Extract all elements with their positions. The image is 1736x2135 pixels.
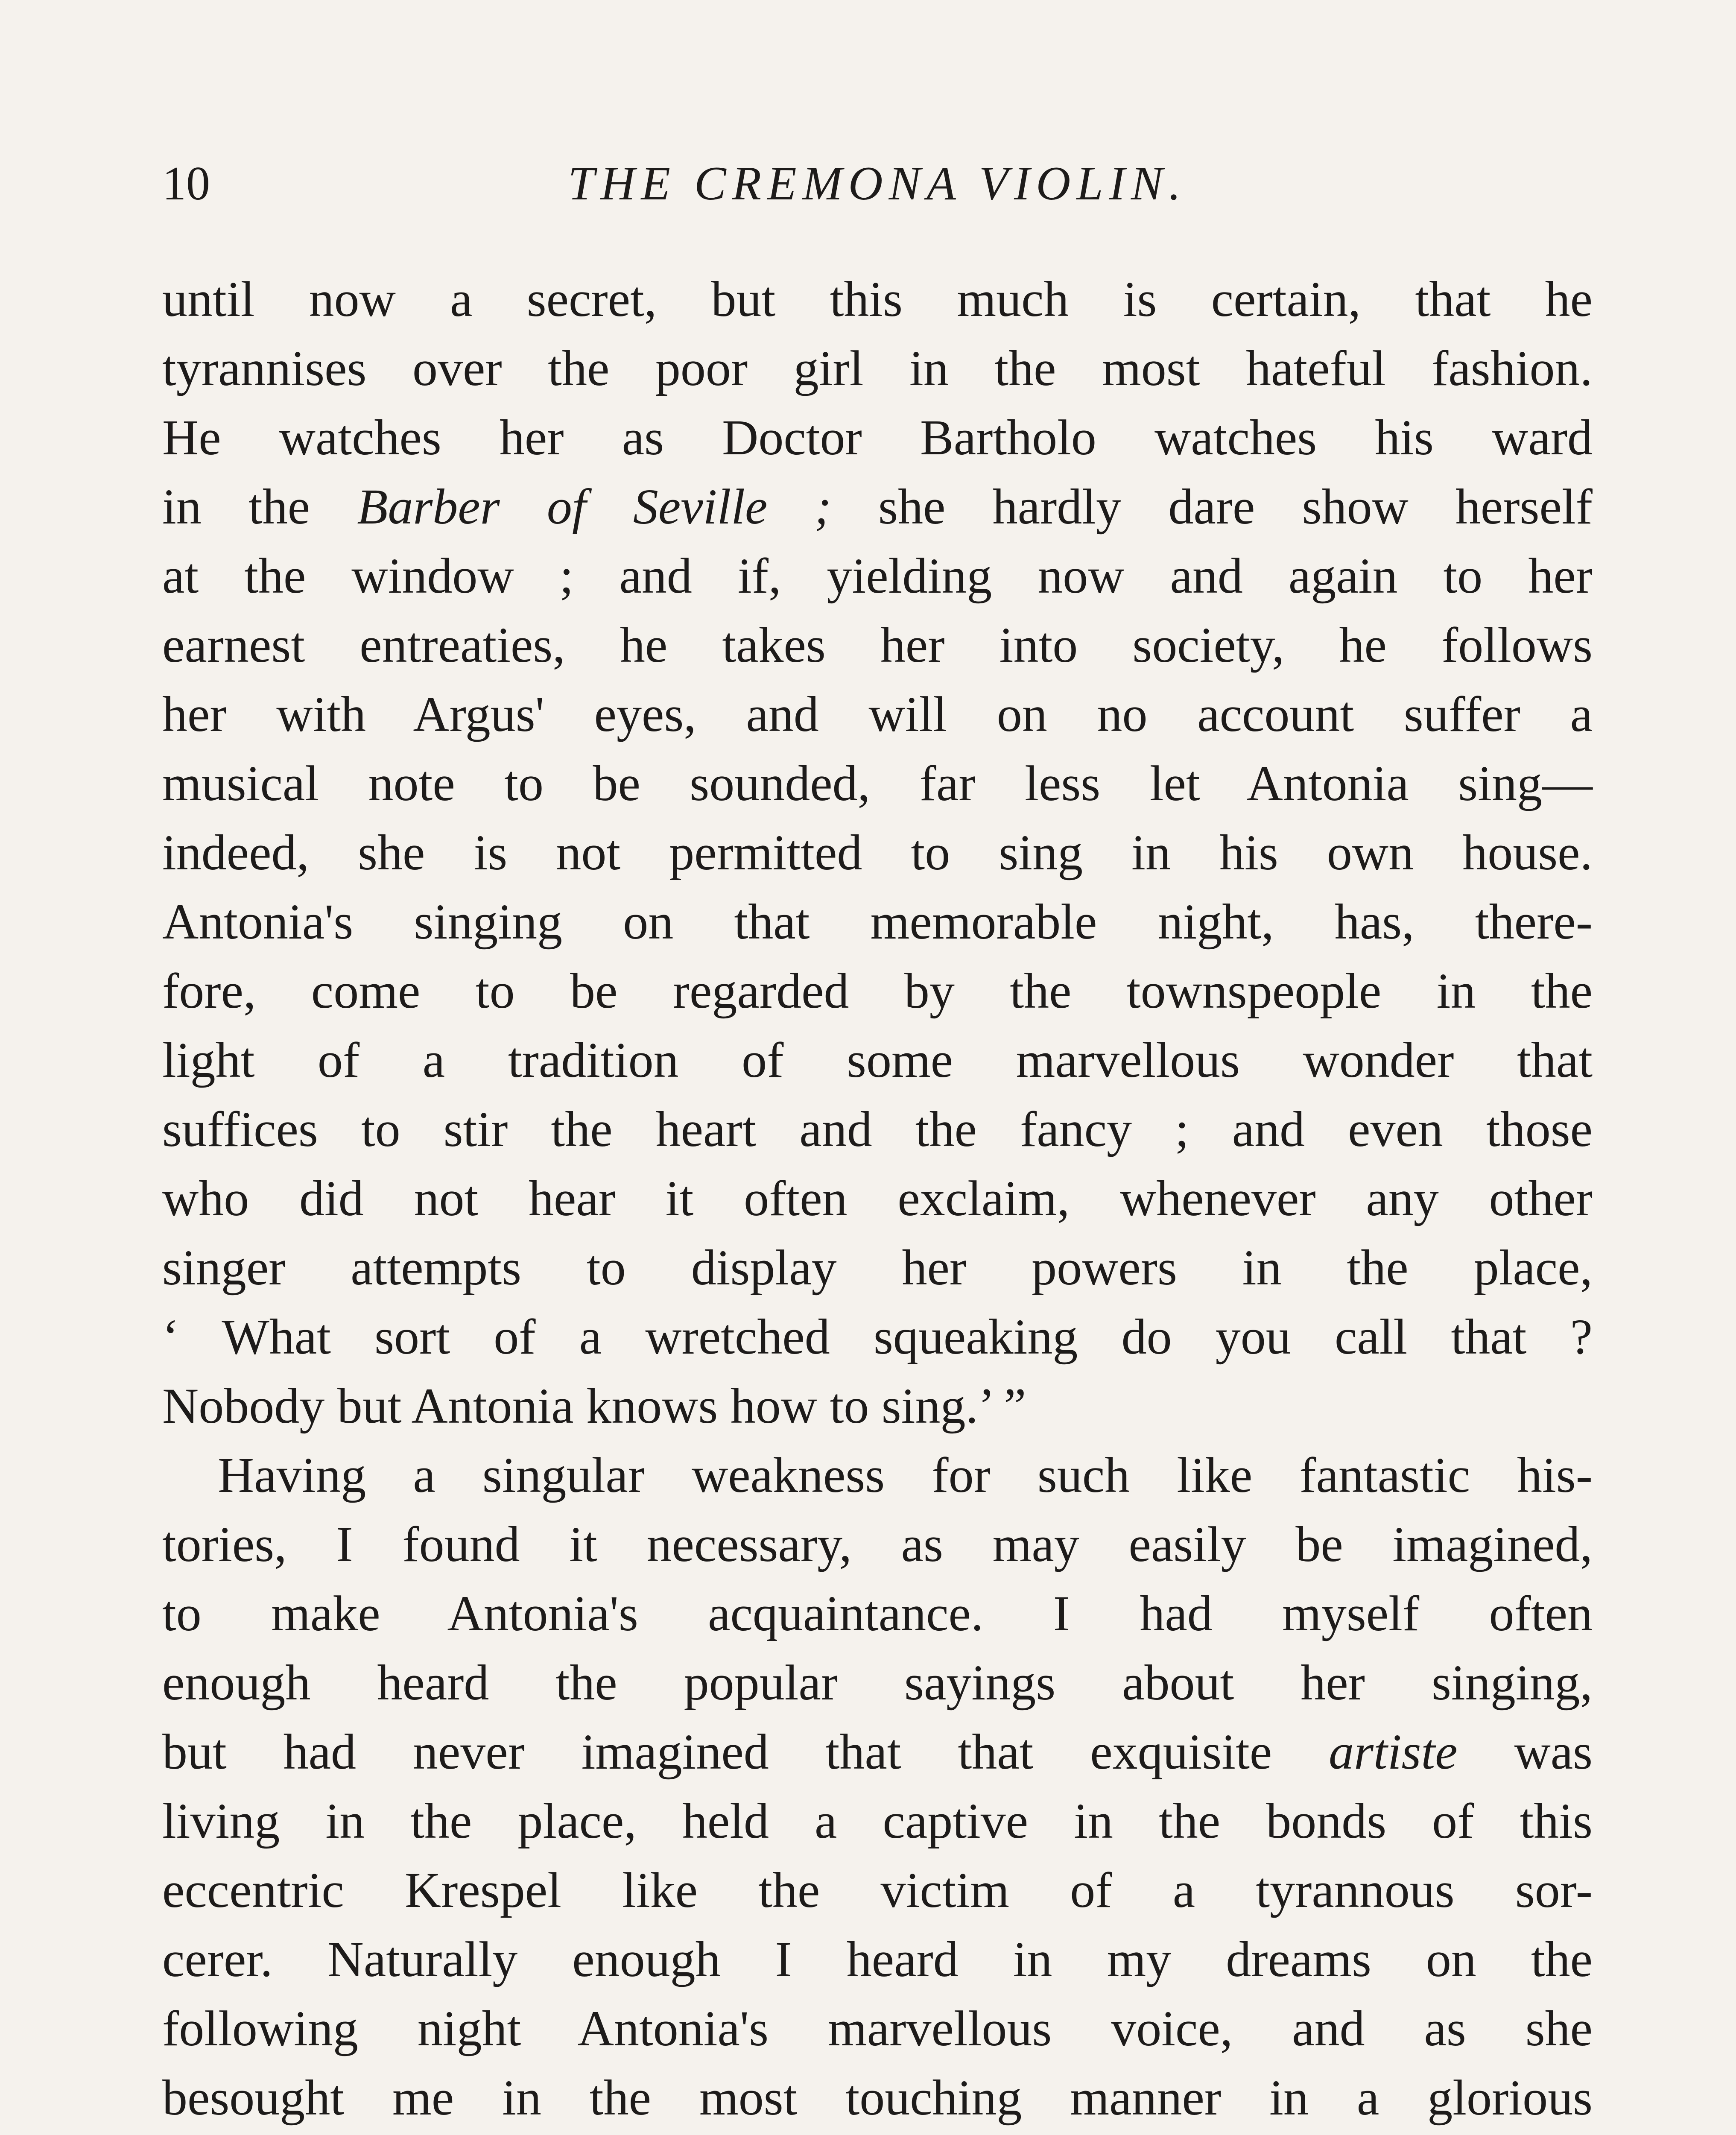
text-line: cerer. Naturally enough I heard in my dreams on the (162, 1931, 1593, 1987)
text-line: light of a tradition of some marvellous wonder that (162, 1032, 1593, 1088)
text-line (162, 1717, 1593, 1787)
text-line: earnest entreaties, he takes her into society, he follows (162, 617, 1593, 673)
text-line: following night Antonia's marvellous voice, and as she (162, 2000, 1593, 2056)
text-line: to make Antonia's acquaintance. I had myself often (162, 1585, 1593, 1641)
text-segment: in the (162, 479, 357, 535)
italic-word: artiste (1329, 1724, 1458, 1780)
text-line: He watches her as Doctor Bartholo watches his ward (162, 409, 1593, 465)
text-line: enough heard the popular sayings about her singing, (162, 1655, 1593, 1711)
text-line: until now a secret, but this much is certain, that he (162, 271, 1593, 327)
italic-title: Barber of Seville ; (357, 479, 831, 535)
text-line: her with Argus' eyes, and will on no account suffer a (162, 686, 1593, 742)
text-segment: but had never imagined that that exquisite (162, 1724, 1329, 1780)
text-line: tories, I found it necessary, as may easily be imagined, (162, 1516, 1593, 1572)
text-line (162, 2132, 1593, 2135)
text-segment: she hardly dare show herself (831, 479, 1593, 535)
body-text (162, 265, 1593, 2135)
text-line: living in the place, held a captive in the bonds of this (162, 1793, 1593, 1849)
text-line: who did not hear it often exclaim, whenever any other (162, 1170, 1593, 1226)
text-segment: was (1457, 1724, 1593, 1780)
page-number: 10 (162, 157, 210, 210)
text-line: fore, come to be regarded by the townspeople in the (162, 963, 1593, 1019)
paragraph-start-line: Having a singular weakness for such like fantastic his- (218, 1447, 1593, 1503)
text-line: besought me in the most touching manner in a glorious (162, 2070, 1593, 2126)
text-line: tyrannises over the poor girl in the most hateful fashion. (162, 340, 1593, 396)
text-line: ‘ What sort of a wretched squeaking do you call that ? (162, 1309, 1593, 1365)
text-line: musical note to be sounded, far less let Antonia sing— (162, 755, 1593, 811)
text-line: indeed, she is not permitted to sing in his own house. (162, 825, 1593, 880)
text-line: at the window ; and if, yielding now and again to her (162, 548, 1593, 604)
text-line: Nobody but Antonia knows how to sing.’ ” (162, 1378, 1026, 1434)
page-header (162, 149, 1593, 218)
text-line (162, 472, 1593, 541)
text-line: suffices to stir the heart and the fancy ; and even those (162, 1101, 1593, 1157)
running-title: THE CREMONA VIOLIN. (568, 157, 1187, 210)
text-line: eccentric Krespel like the victim of a tyrannous sor- (162, 1862, 1593, 1918)
text-line: Antonia's singing on that memorable night, has, there- (162, 894, 1593, 950)
text-line: singer attempts to display her powers in the place, (162, 1240, 1593, 1296)
